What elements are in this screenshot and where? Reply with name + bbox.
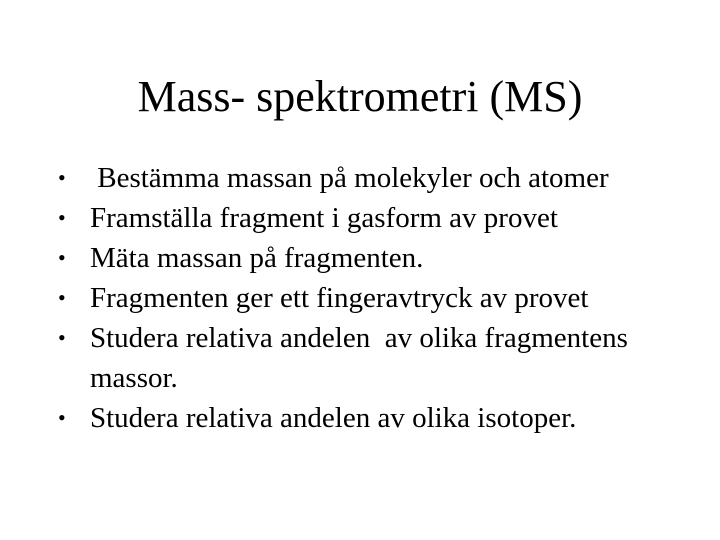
slide-title: Mass- spektrometri (MS) <box>137 72 583 121</box>
bullet-text: Fragmenten ger ett fingeravtryck av provet <box>90 282 589 314</box>
bullet-text: Framställa fragment i gasform av provet <box>90 202 558 234</box>
bullet-text: Mäta massan på fragmenten. <box>90 242 424 274</box>
bullet-icon: • <box>58 245 66 270</box>
bullet-text: Bestämma massan på molekyler och atomer <box>90 162 609 194</box>
bullet-item <box>58 158 698 198</box>
bullet-icon: • <box>58 405 66 430</box>
bullet-item <box>58 198 698 238</box>
bullet-icon: • <box>58 325 66 350</box>
bullet-icon: • <box>58 165 66 190</box>
bullet-item <box>58 398 698 438</box>
bullet-list <box>58 158 698 438</box>
bullet-item <box>58 238 698 278</box>
bullet-item <box>58 318 698 398</box>
bullet-icon: • <box>58 205 66 230</box>
bullet-item <box>58 278 698 318</box>
bullet-text: Studera relativa andelen av olika isotoper. <box>90 402 577 434</box>
bullet-icon: • <box>58 285 66 310</box>
bullet-text: Studera relativa andelen av olika fragmentens massor. <box>90 322 636 394</box>
